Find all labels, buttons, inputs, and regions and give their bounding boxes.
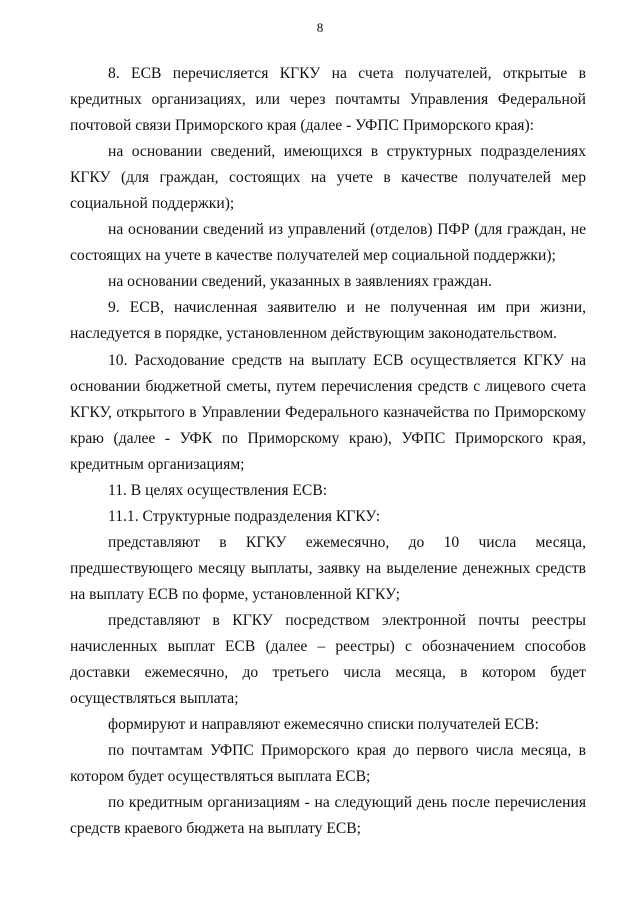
document-body bbox=[70, 61, 586, 842]
paragraph-11: 11. В целях осуществления ЕСВ: bbox=[108, 481, 328, 499]
paragraph-11-1-item-1: представляют в КГКУ ежемесячно, до 10 числа месяца, предшествующего месяцу выплаты, заявку на выделение денежных средств на выплату ЕСВ по форме, установленной КГКУ; bbox=[70, 533, 586, 603]
paragraph-8-item-2: на основании сведений из управлений (отделов) ПФР (для граждан, не состоящих на учете в качестве получателей мер социальной поддержки); bbox=[70, 221, 586, 265]
paragraph-10: 10. Расходование средств на выплату ЕСВ осуществляется КГКУ на основании бюджетной сметы, путем перечисления средств с лицевого счета КГКУ, открытого в Управлении Федерального казначейства по Приморскому краю (далее - УФК по Приморскому краю), УФПС Приморского края, кредитным организациям; bbox=[70, 351, 586, 473]
paragraph-8-item-3: на основании сведений, указанных в заявлениях граждан. bbox=[108, 273, 492, 291]
paragraph-11-1-item-3-postal: по почтамтам УФПС Приморского края до первого числа месяца, в котором будет осуществляться выплата ЕСВ; bbox=[70, 742, 586, 786]
paragraph-8-item-1: на основании сведений, имеющихся в структурных подразделениях КГКУ (для граждан, состоящих на учете в качестве получателей мер социальной поддержки); bbox=[70, 143, 586, 213]
paragraph-11-1: 11.1. Структурные подразделения КГКУ: bbox=[108, 507, 381, 525]
page-number: 8 bbox=[316, 20, 324, 35]
paragraph-9: 9. ЕСВ, начисленная заявителю и не полученная им при жизни, наследуется в порядке, установленном действующим законодательством. bbox=[70, 299, 586, 343]
paragraph-11-1-item-3-banks: по кредитным организациям - на следующий день после перечисления средств краевого бюджета на выплату ЕСВ; bbox=[70, 794, 586, 838]
paragraph-11-1-item-3: формируют и направляют ежемесячно списки получателей ЕСВ: bbox=[108, 716, 539, 734]
paragraph-8: 8. ЕСВ перечисляется КГКУ на счета получателей, открытые в кредитных организациях, или через почтамты Управления Федеральной почтовой связи Приморского края (далее - УФПС Приморского края): bbox=[70, 65, 586, 135]
paragraph-11-1-item-2: представляют в КГКУ посредством электронной почты реестры начисленных выплат ЕСВ (далее – реестры) с обозначением способов доставки ежемесячно, до третьего числа месяца, в котором будет осуществляться выплата; bbox=[70, 611, 586, 708]
